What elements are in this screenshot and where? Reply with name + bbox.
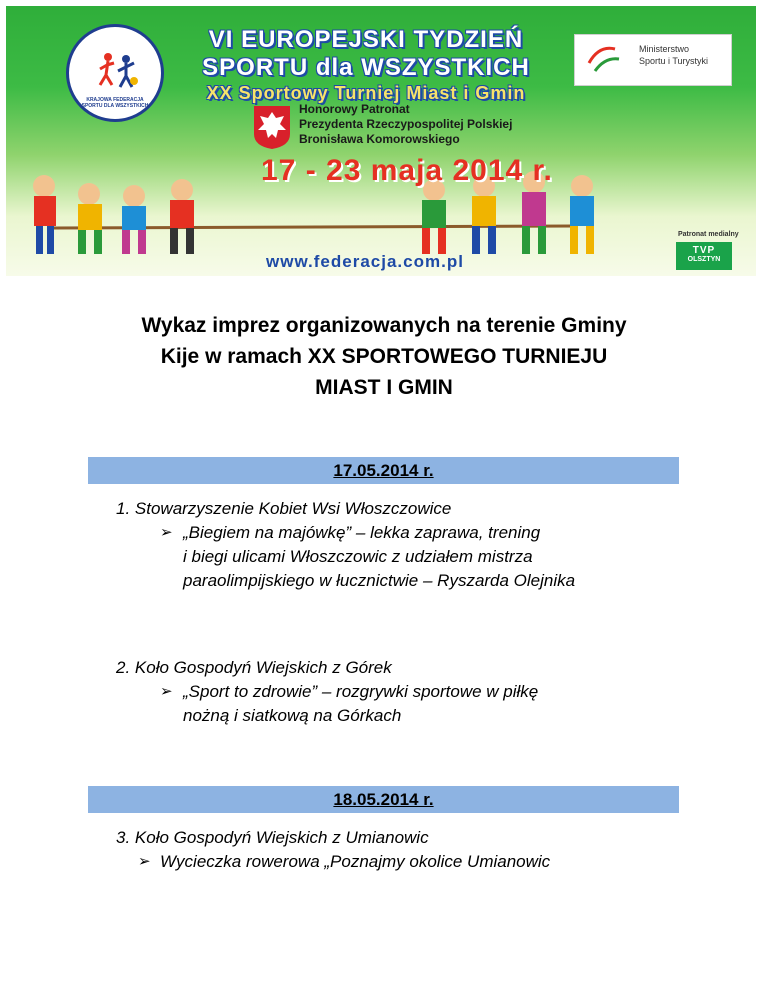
emblem-text: KRAJOWA FEDERACJA SPORTU DLA WSZYSTKICH <box>81 97 149 109</box>
event-1-line2: i biegi ulicami Włoszczowic z udziałem mistrza <box>183 547 533 566</box>
organizer-2: 2. Koło Gospodyń Wiejskich z Górek <box>116 658 392 677</box>
date-header-1-text: 17.05.2014 r. <box>333 461 434 480</box>
title-line3: MIAST I GMIN <box>315 376 453 399</box>
event-2-line2: nożną i siatkową na Górkach <box>183 706 402 725</box>
banner-title-line2: SPORTU dla WSZYSTKICH <box>202 54 530 81</box>
tvp-city: OLSZTYN <box>687 256 721 263</box>
banner-title <box>171 26 561 104</box>
honorary-patronage <box>299 102 512 147</box>
patronage-line2: Prezydenta Rzeczypospolitej Polskiej <box>299 117 513 131</box>
patronage-line3: Bronisława Komorowskiego <box>299 132 460 146</box>
ministry-logo-icon <box>585 43 623 77</box>
event-banner <box>6 6 756 276</box>
ministry-line2: Sportu i Turystyki <box>639 56 709 66</box>
event-1-line1: „Biegiem na majówkę” – lekka zaprawa, trening <box>183 523 541 542</box>
title-line1: Wykaz imprez organizowanych na terenie Gminy <box>141 314 627 337</box>
tvp-logo <box>676 242 732 270</box>
event-3 <box>160 850 650 874</box>
date-header-2 <box>88 786 679 813</box>
patronage-line1: Honorowy Patronat <box>299 102 410 116</box>
federation-emblem <box>66 24 164 122</box>
ministry-logo-box <box>574 34 732 86</box>
banner-title-line1: VI EUROPEJSKI TYDZIEŃ <box>208 26 524 53</box>
event-2-line1: „Sport to zdrowie” – rozgrywki sportowe w piłkę <box>183 682 539 701</box>
document-title <box>60 310 708 403</box>
banner-title-line3: XX Sportowy Turniej Miast i Gmin <box>206 83 526 103</box>
date-header-1 <box>88 457 679 484</box>
arrow-bullet-icon: ➢ <box>160 524 173 541</box>
date-header-2-text: 18.05.2014 r. <box>333 790 434 809</box>
event-dates: 17 - 23 maja 2014 r. <box>261 154 553 187</box>
event-3-line1: Wycieczka rowerowa „Poznajmy okolice Umianowic <box>160 852 551 871</box>
event-1-line3: paraolimpijskiego w łucznictwie – Ryszarda Olejnika <box>183 571 576 590</box>
event-2 <box>183 680 673 728</box>
ministry-text <box>639 43 708 67</box>
tvp-logo-text: TVP <box>692 245 716 256</box>
organizer-1: 1. Stowarzyszenie Kobiet Wsi Włoszczowice <box>116 499 452 518</box>
arrow-bullet-icon: ➢ <box>160 683 173 700</box>
polish-eagle-icon <box>252 104 292 150</box>
event-1 <box>183 521 673 593</box>
title-line2: Kije w ramach XX SPORTOWEGO TURNIEJU <box>160 345 608 368</box>
organizer-3: 3. Koło Gospodyń Wiejskich z Umianowic <box>116 828 429 847</box>
website-link[interactable]: www.federacja.com.pl <box>266 252 464 271</box>
arrow-bullet-icon: ➢ <box>138 853 151 870</box>
media-partner-label: Patronat medialny <box>678 231 739 238</box>
ministry-line1: Ministerstwo <box>639 44 690 54</box>
athletes-icon <box>96 49 140 93</box>
